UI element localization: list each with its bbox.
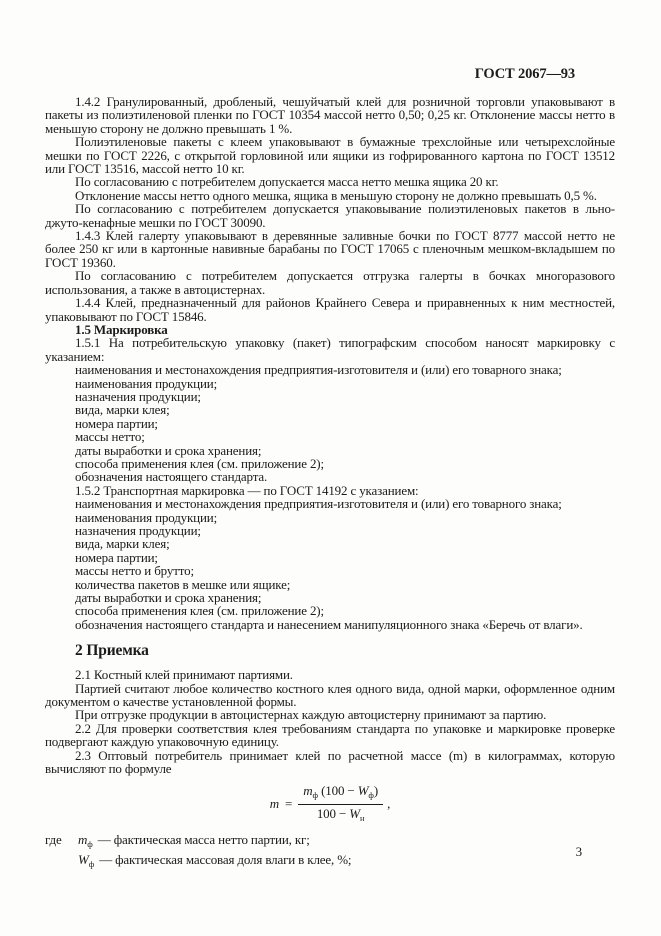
page-number: 3 — [575, 844, 582, 859]
list-item: вида, марки клея; — [75, 536, 170, 552]
document-body — [45, 95, 615, 873]
formula-fraction — [298, 784, 383, 825]
paragraph: При отгрузке продукции в автоцистернах каждую автоцистерну принимают за партию. — [75, 707, 547, 723]
list-item: даты выработки и срока хранения; — [75, 442, 262, 458]
list-item: массы нетто и брутто; — [75, 563, 194, 579]
definition-term: $W_ф$ — [78, 852, 95, 869]
paragraph: 2.3 Оптовый потребитель принимает клей по расчетной массе (m) в килограммах, которую вычисляют по формуле — [45, 747, 615, 777]
list-item: назначения продукции; — [75, 388, 201, 404]
definition-lead — [45, 852, 78, 873]
list-item: количества пакетов в мешке или ящике; — [75, 576, 291, 592]
paragraph: 1.4.4 Клей, предназначенный для районов Крайнего Севера и приравненных к ним местностей, упаковывают по ГОСТ 15846. — [45, 295, 615, 324]
paragraph: Полиэтиленовые пакеты с клеем упаковывают в бумажные трехслойные или четырехслойные мешки по ГОСТ 2226, с открытой горловиной или ящики из гофрированного картона по ГОСТ 13512 или ГОСТ 13516, массой нетто 10 кг. — [45, 134, 615, 177]
subsection-heading: 1.5 Маркировка — [75, 321, 168, 337]
list-item: номера партии; — [75, 415, 158, 431]
list-item: наименования и местонахождения предприятия-изготовителя и (или) его товарного знака; — [75, 362, 562, 378]
paragraph: Отклонение массы нетто одного мешка, ящика в меньшую сторону не должно превышать 0,5 %. — [75, 187, 597, 203]
definition-text: — фактическая масса нетто партии, кг; — [97, 831, 310, 847]
list-item: наименования и местонахождения предприятия-изготовителя и (или) его товарного знака; — [75, 496, 562, 512]
paragraph: Партией считают любое количество костного клея одного вида, одной марки, оформленное одним документом о качестве установленной формы. — [45, 680, 615, 710]
list-item: назначения продукции; — [75, 523, 201, 538]
formula — [45, 784, 615, 825]
paragraph: 1.4.2 Гранулированный, дробленый, чешуйчатый клей для розничной торговли упаковывают в пакеты из полиэтиленовой пленки по ГОСТ 10354 массой нетто 0,50; 0,25 кг. Отклонение массы нетто в меньшую сторону не должно превышать 1 %. — [45, 94, 615, 136]
formula-trailing-comma: , — [387, 796, 391, 811]
list-item: обозначения настоящего стандарта. — [75, 469, 268, 485]
definition-term: $m_ф$ — [78, 831, 93, 849]
list-item: способа применения клея (см. приложение 2); — [75, 603, 324, 619]
list-item: способа применения клея (см. приложение 2); — [75, 455, 324, 471]
list-item: наименования продукции; — [75, 509, 218, 525]
paragraph: 2.2 Для проверки соответствия клея требованиям стандарта по упаковке и маркировке проверке подвергают каждую упаковочную единицу. — [45, 720, 615, 750]
definition-lead: где — [45, 831, 62, 847]
list-item: даты выработки и срока хранения; — [75, 590, 262, 606]
list-item: номера партии; — [75, 549, 158, 565]
list-item: вида, марки клея; — [75, 402, 170, 418]
formula-definition — [45, 832, 615, 853]
paragraph: 1.4.3 Клей галерту упаковывают в деревянные заливные бочки по ГОСТ 8777 массой нетто не более 250 кг или в картонные навивные барабаны по ГОСТ 17065 с пленочным мешком-вкладышем по ГОСТ 19360. — [45, 228, 615, 270]
formula-numerator: $m_ф$ $(100 - W_ф)$ — [303, 782, 379, 800]
list-item: наименования продукции; — [75, 375, 218, 391]
paragraph: 2.1 Костный клей принимают партиями. — [75, 667, 293, 683]
paragraph: По согласованию с потребителем допускается масса нетто мешка ящика 20 кг. — [75, 174, 499, 190]
paragraph: По согласованию с потребителем допускается упаковывание полиэтиленовых пакетов в льно-джуто-кенафные мешки по ГОСТ 30090. — [45, 201, 615, 230]
formula-definition — [45, 852, 615, 873]
list-item: 1.5.2 Транспортная маркировка — по ГОСТ 14192 с указанием: — [75, 482, 419, 498]
section-heading: 2 Приемка — [75, 642, 149, 660]
formula-equals: = — [285, 796, 293, 811]
list-item: массы нетто; — [75, 429, 145, 445]
paragraph: По согласованию с потребителем допускается отгрузка галерты в бочках многоразового использования, а также в автоцистернах. — [45, 268, 615, 297]
list-item: обозначения настоящего стандарта и нанесением манипуляционного знака «Беречь от влаги». — [75, 616, 583, 632]
formula-denominator: $100 - W_н$ — [298, 804, 383, 825]
formula-definitions — [45, 832, 615, 873]
definition-text: — фактическая массовая доля влаги в клее, %; — [99, 852, 352, 867]
paragraph: 1.5.1 На потребительскую упаковку (пакет) типографским способом наносят маркировку с указанием: — [45, 335, 615, 364]
formula-lhs: m — [269, 796, 280, 811]
standard-code-header: ГОСТ 2067—93 — [474, 66, 575, 82]
